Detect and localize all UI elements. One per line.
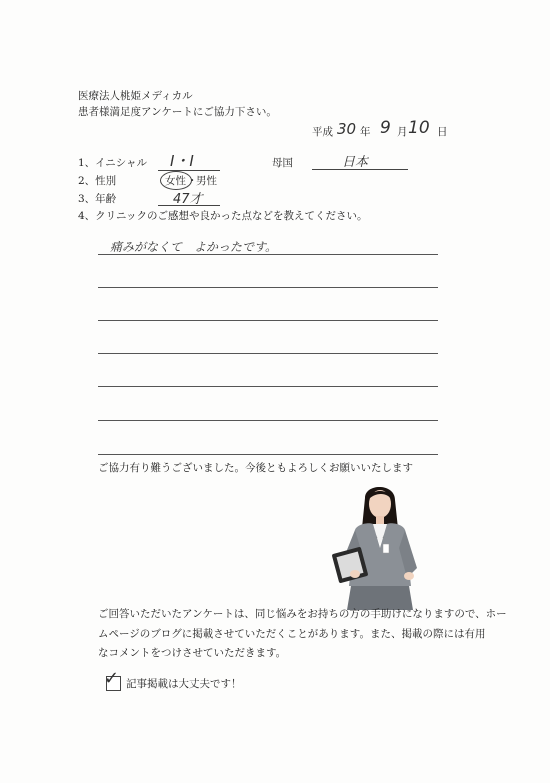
answer-line (98, 320, 438, 321)
country-underline (312, 169, 408, 170)
answer-line (98, 287, 438, 288)
answer-line (98, 353, 438, 354)
gender-label: 2、性別 (78, 175, 117, 187)
answer-text: 痛みがなくて よかったです。 (110, 240, 278, 254)
question-label: 4、クリニックのご感想や良かった点などを教えてください。 (78, 210, 368, 222)
country-label: 母国 (272, 157, 293, 169)
gender-separator: ・ (187, 175, 198, 187)
date-year-unit: 年 (360, 126, 371, 138)
date-month-unit: 月 (397, 126, 408, 138)
answer-line (98, 254, 438, 255)
date-year: 30 (337, 120, 357, 138)
age-value: 47才 (173, 192, 203, 207)
gender-male: 男性 (196, 175, 217, 187)
thanks-message: ご協力有り難うございました。今後ともよろしくお願いいたします (98, 462, 413, 474)
notice-line-2: ムページのブログに掲載させていただくことがあります。また、掲載の際には有用 (98, 628, 486, 640)
initial-value: I・I (170, 152, 194, 170)
answer-line (98, 454, 438, 455)
notice-line-1: ご回答いただいたアンケートは、同じ悩みをお持ちの方の手助けになりますので、ホー (98, 608, 507, 620)
notice-line-3: なコメントをつけさせていただきます。 (98, 647, 287, 659)
country-value: 日本 (342, 155, 369, 170)
gender-female: 女性 (165, 175, 186, 187)
survey-title: 患者様満足度アンケートにご協力下さい。 (78, 106, 277, 118)
age-label: 3、年齢 (78, 193, 117, 205)
date-day-unit: 日 (437, 126, 448, 138)
date-day: 10 (408, 118, 430, 138)
answer-line (98, 420, 438, 421)
initial-underline (158, 170, 220, 171)
consent-checkmark-icon: ✓ (104, 668, 120, 689)
answer-line (98, 386, 438, 387)
date-month: 9 (380, 118, 391, 138)
staff-illustration (325, 478, 435, 610)
consent-label: 記事掲載は大丈夫です！ (126, 678, 242, 690)
initial-label: 1、イニシャル (78, 157, 148, 169)
age-underline (158, 205, 220, 206)
clinic-name: 医療法人桃姫メディカル (78, 90, 193, 102)
date-era: 平成 (312, 126, 333, 138)
